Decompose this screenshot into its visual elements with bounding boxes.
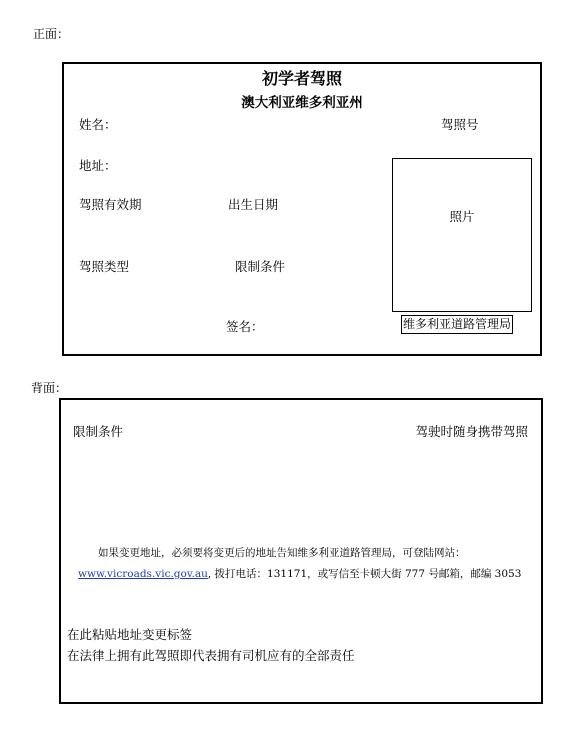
address-label: 地址：	[79, 158, 117, 173]
front-section-label: 正面：	[33, 27, 70, 41]
restrictions-label: 限制条件	[235, 259, 286, 274]
photo-label: 照片	[449, 209, 475, 224]
date-of-birth-label: 出生日期	[228, 197, 279, 212]
license-title: 初学者驾照	[261, 69, 342, 88]
back-section-label: 背面：	[31, 381, 68, 395]
issuing-authority: 维多利亚道路管理局	[401, 315, 513, 334]
vicroads-website-link[interactable]: www.vicroads.vic.gov.au	[78, 568, 208, 580]
address-sticker-area: 在此粘贴地址变更标签	[67, 627, 193, 642]
validity-label: 驾照有效期	[79, 197, 142, 212]
license-type-label: 驾照类型	[79, 259, 130, 274]
contact-line	[78, 566, 521, 581]
name-label: 姓名：	[79, 117, 117, 132]
license-state: 澳大利亚维多利亚州	[241, 95, 363, 111]
carry-license-notice: 驾驶时随身携带驾照	[415, 424, 528, 439]
photo-box	[392, 158, 532, 312]
contact-details: , 拨打电话：131171，或写信至卡顿大街 777 号邮箱，邮编 3053	[207, 568, 522, 580]
address-change-notice: 如果变更地址，必须要将变更后的地址告知维多利亚道路管理局，可登陆网站：	[98, 547, 466, 559]
back-restrictions-label: 限制条件	[73, 424, 124, 439]
legal-responsibility-text: 在法律上拥有此驾照即代表拥有司机应有的全部责任	[67, 648, 355, 663]
license-number-label: 驾照号	[441, 117, 479, 132]
license-front-card	[62, 62, 542, 356]
license-back-card	[59, 398, 543, 704]
signature-label: 签名：	[226, 319, 264, 334]
